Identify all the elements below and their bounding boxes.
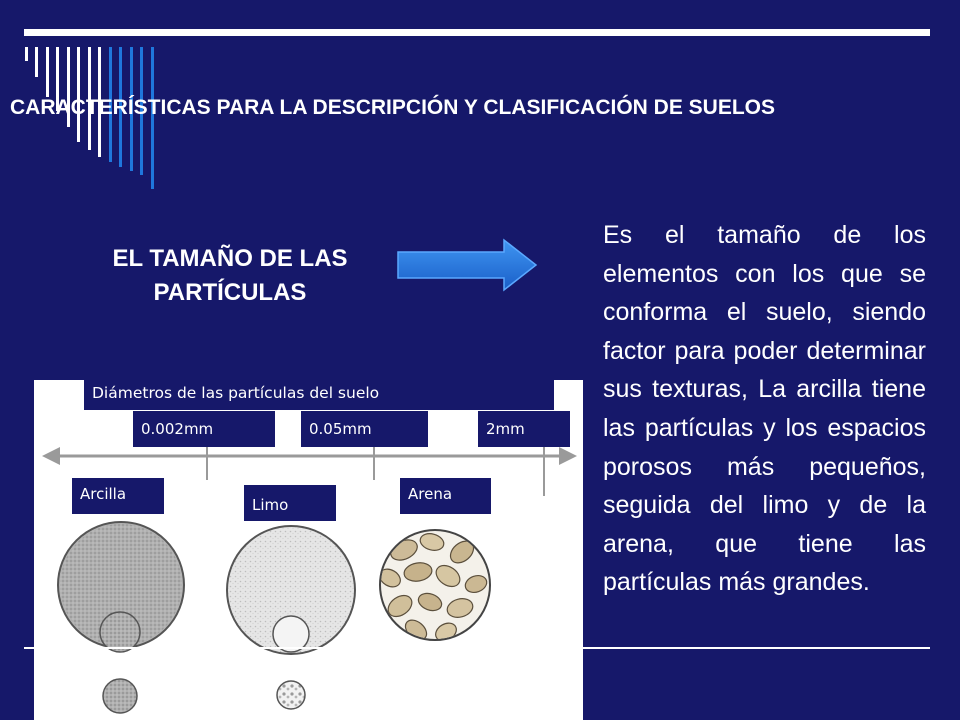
particle-diagram xyxy=(34,380,583,720)
size-label-clay-silt: 0.002mm xyxy=(133,411,275,447)
diagram-title: Diámetros de las partículas del suelo xyxy=(84,380,554,410)
clay-sample-medium xyxy=(100,612,140,652)
description-text: Es el tamaño de los elementos con los que se conforma el suelo, siendo factor para poder determinar sus texturas, La arcilla tiene las partículas y los espacios porosos más pequeños, seguida del limo y de la arena, que tiene las partículas más grandes. xyxy=(603,221,926,597)
category-label-sand: Arena xyxy=(400,478,491,514)
axis-left-arrow-icon xyxy=(42,447,60,465)
category-label-silt: Limo xyxy=(244,485,336,521)
top-rule xyxy=(24,29,930,36)
section-subtitle: EL TAMAÑO DE LAS PARTÍCULAS xyxy=(112,245,348,306)
deco-bar xyxy=(25,47,28,61)
size-label-sand-gravel: 2mm xyxy=(478,411,570,447)
axis-right-arrow-icon xyxy=(559,447,577,465)
deco-bar xyxy=(35,47,38,77)
right-arrow-icon xyxy=(396,238,538,292)
clay-sample-small xyxy=(103,679,137,713)
bottom-rule xyxy=(24,647,930,649)
size-label-silt-sand: 0.05mm xyxy=(301,411,428,447)
category-label-clay: Arcilla xyxy=(72,478,164,514)
slide-title: CARACTERÍSTICAS PARA LA DESCRIPCIÓN Y CLASIFICACIÓN DE SUELOS xyxy=(10,96,776,119)
silt-sample-small xyxy=(277,681,305,709)
deco-bar xyxy=(46,47,49,97)
